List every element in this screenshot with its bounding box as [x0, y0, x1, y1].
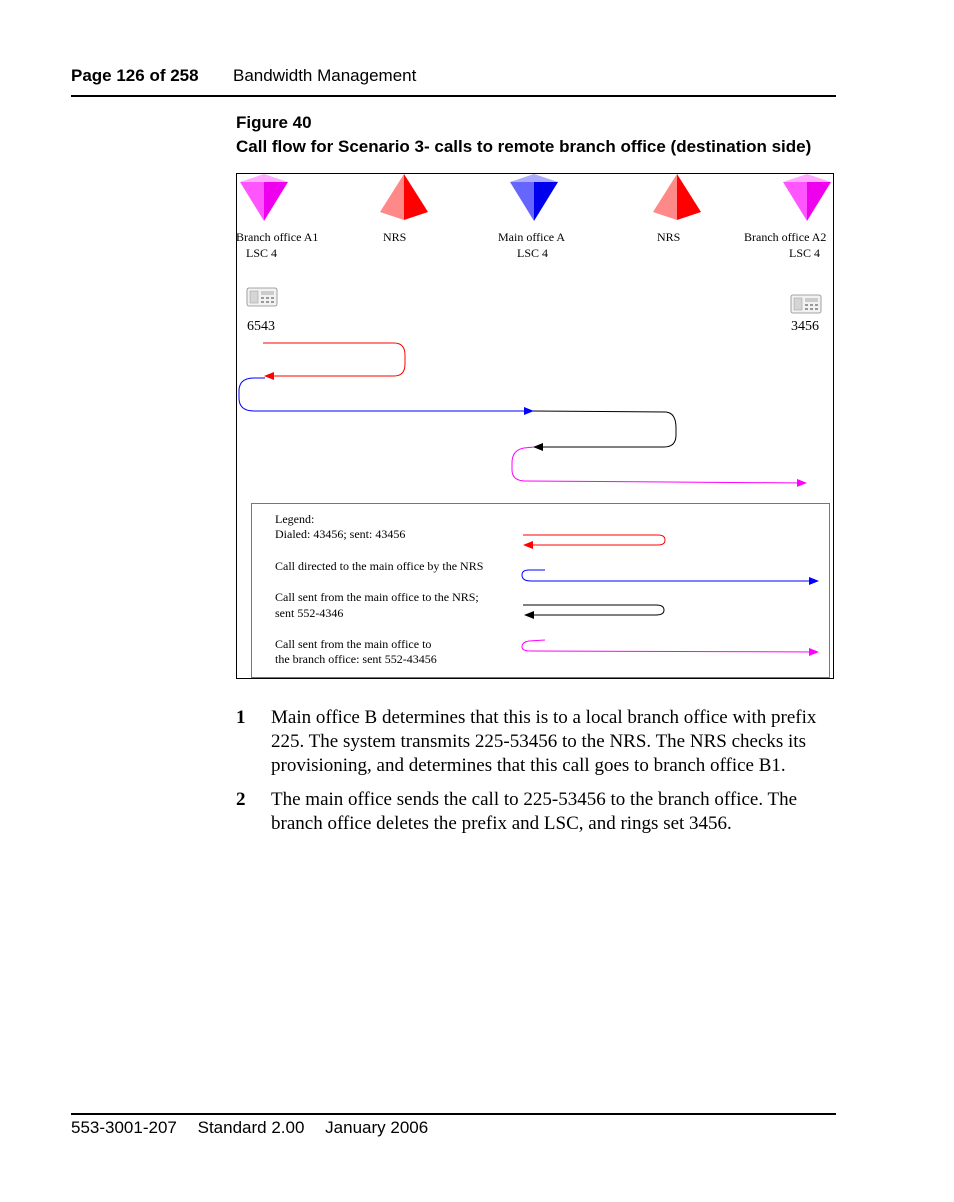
legend-item-sublabel: the branch office: sent 552-43456 [275, 652, 437, 666]
page-header [71, 66, 417, 86]
call-flow-diagram [236, 173, 834, 679]
node-sublabel: LSC 4 [789, 246, 821, 260]
step-number: 1 [236, 707, 246, 728]
document-standard: Standard 2.00 [197, 1118, 305, 1137]
phone-number: 3456 [791, 319, 819, 334]
node-label: Main office A [498, 230, 566, 244]
header-rule [71, 95, 836, 97]
document-number: 553-3001-207 [71, 1118, 177, 1137]
section-title: Bandwidth Management [233, 66, 417, 85]
legend-title: Legend: [275, 512, 315, 526]
phone-icon [791, 295, 821, 313]
legend-item-label: Call sent from the main office to [275, 637, 432, 651]
legend-item-label: Call sent from the main office to the NRS; [275, 590, 479, 604]
node-sublabel: LSC 4 [246, 246, 278, 260]
node-sublabel: LSC 4 [517, 246, 549, 260]
legend-item-label: Dialed: 43456; sent: 43456 [275, 527, 406, 541]
step-text: Main office B determines that this is to a local branch office with prefix 225. The system transmits 225-53456 to the NRS. The NRS checks its provisioning, and determines that this call goes to branch office B1. [271, 707, 817, 776]
step-item [236, 788, 836, 836]
step-list [236, 706, 836, 846]
footer-rule [71, 1113, 836, 1115]
page-footer [71, 1118, 444, 1138]
phone-number: 6543 [247, 319, 275, 334]
figure-number: Figure 40 [236, 113, 312, 132]
phone-icon [247, 288, 277, 306]
step-number: 2 [236, 789, 246, 810]
legend-item-label: Call directed to the main office by the NRS [275, 559, 484, 573]
node-label: Branch office A2 [744, 230, 827, 244]
legend-item-sublabel: sent 552-4346 [275, 606, 344, 620]
node-label: Branch office A1 [236, 230, 319, 244]
figure-caption: Call flow for Scenario 3- calls to remote branch office (destination side) [236, 137, 812, 156]
step-text: The main office sends the call to 225-53456 to the branch office. The branch office deletes the prefix and LSC, and rings set 3456. [271, 789, 798, 834]
node-label: NRS [383, 230, 407, 244]
step-item [236, 706, 836, 778]
node-label: NRS [657, 230, 681, 244]
document-date: January 2006 [325, 1118, 429, 1137]
page-number: Page 126 of 258 [71, 66, 199, 85]
